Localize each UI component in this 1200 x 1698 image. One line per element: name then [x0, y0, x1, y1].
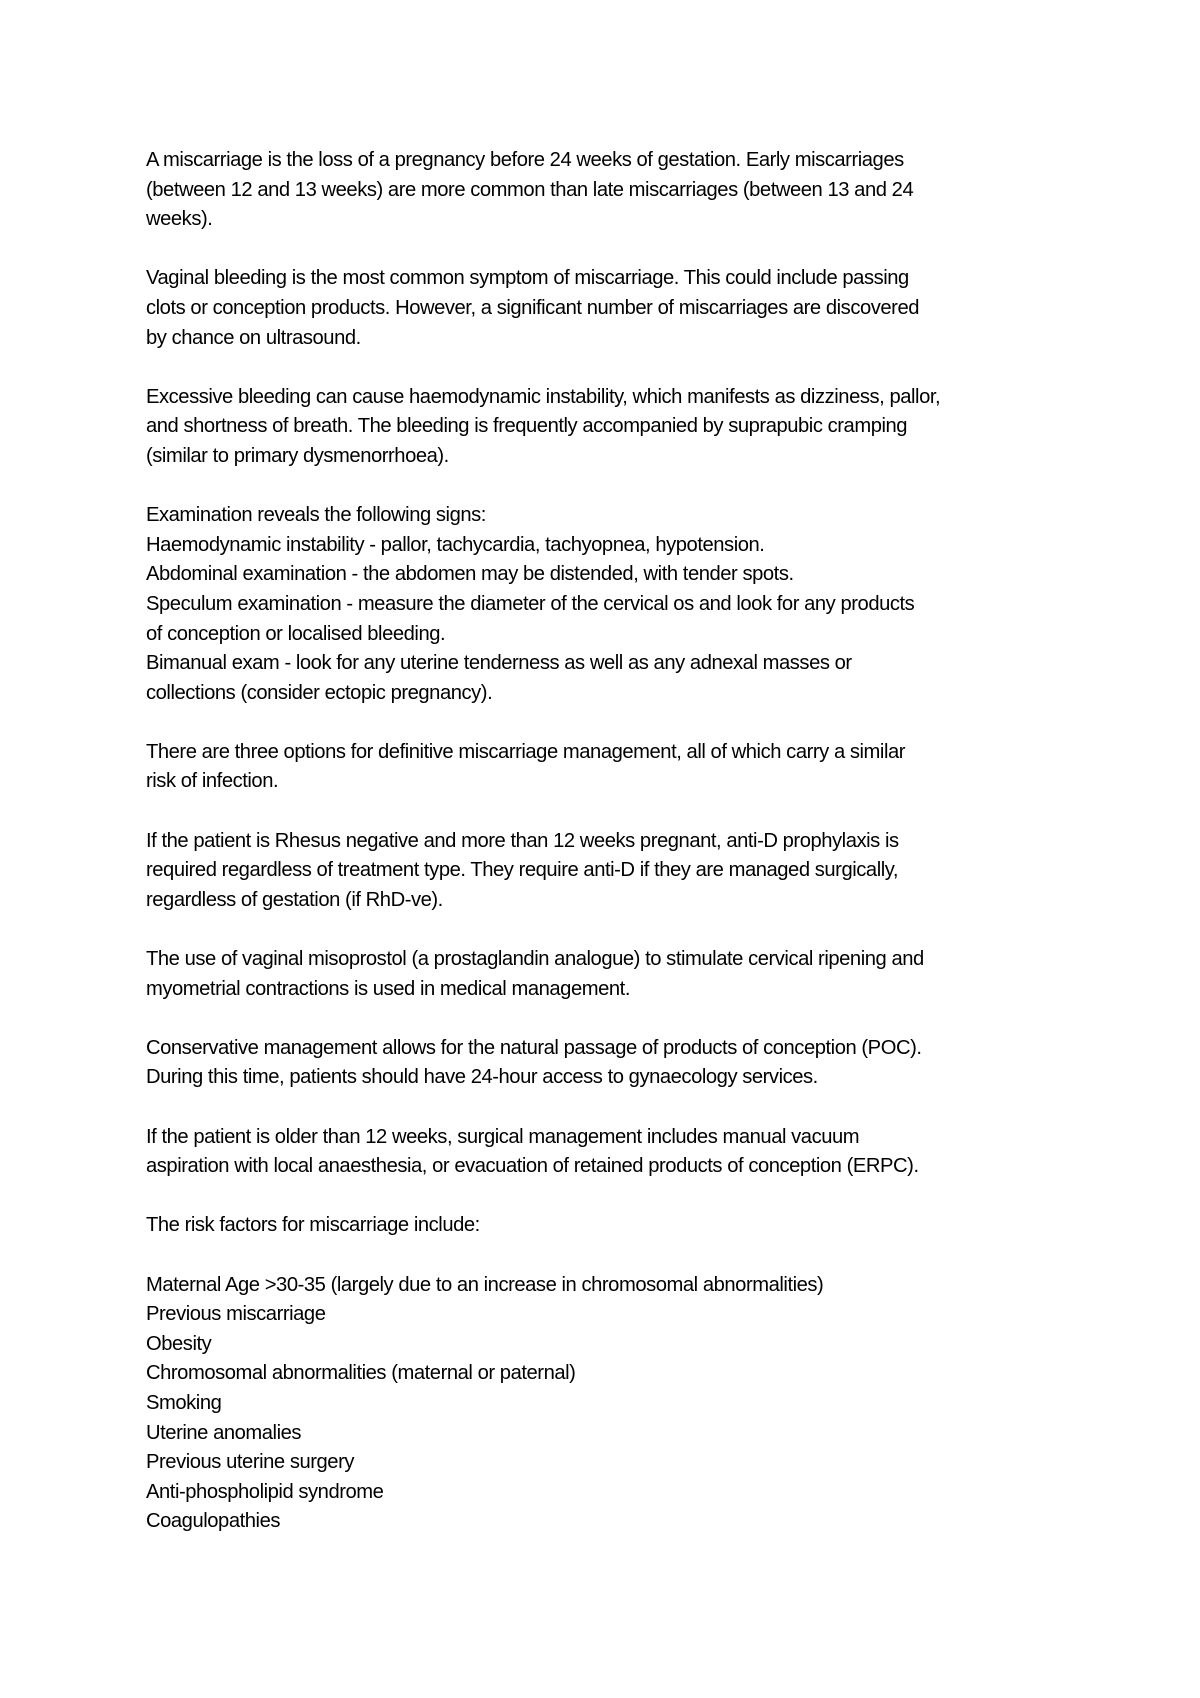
text-line: clots or conception products. However, a significant number of miscarriages are discovered — [146, 296, 919, 319]
text-line: There are three options for definitive miscarriage management, all of which carry a similar — [146, 740, 906, 763]
text-line: by chance on ultrasound. — [146, 326, 361, 349]
text-line: myometrial contractions is used in medical management. — [146, 977, 630, 1000]
text-line: required regardless of treatment type. They require anti-D if they are managed surgically, — [146, 859, 899, 882]
paragraph-anti-d — [146, 827, 1076, 916]
text-line: Excessive bleeding can cause haemodynamic instability, which manifests as dizziness, pallor, — [146, 385, 941, 408]
paragraph-management-options — [146, 738, 1076, 797]
document-body — [146, 146, 1076, 1567]
text-line: Examination reveals the following signs: — [146, 504, 486, 527]
list-item: Previous miscarriage — [146, 1303, 326, 1326]
text-line: Haemodynamic instability - pallor, tachycardia, tachyopnea, hypotension. — [146, 533, 765, 556]
text-line: The use of vaginal misoprostol (a prostaglandin analogue) to stimulate cervical ripening and — [146, 948, 924, 971]
paragraph-definition — [146, 146, 1076, 235]
text-line: (similar to primary dysmenorrhoea). — [146, 444, 449, 467]
text-line: Bimanual exam - look for any uterine tenderness as well as any adnexal masses or — [146, 652, 852, 675]
list-item: Chromosomal abnormalities (maternal or paternal) — [146, 1362, 576, 1385]
text-line: Conservative management allows for the natural passage of products of conception (POC). — [146, 1036, 922, 1059]
list-item: Maternal Age >30-35 (largely due to an increase in chromosomal abnormalities) — [146, 1273, 824, 1296]
text-line: Abdominal examination - the abdomen may be distended, with tender spots. — [146, 563, 794, 586]
paragraph-bleeding — [146, 383, 1076, 472]
text-line: and shortness of breath. The bleeding is frequently accompanied by suprapubic cramping — [146, 415, 908, 438]
text-line: collections (consider ectopic pregnancy). — [146, 681, 493, 704]
text-line: Speculum examination - measure the diameter of the cervical os and look for any products — [146, 592, 915, 615]
list-item: Coagulopathies — [146, 1510, 280, 1533]
text-line: The risk factors for miscarriage include: — [146, 1214, 480, 1237]
list-item: Anti-phospholipid syndrome — [146, 1480, 384, 1503]
text-line: (between 12 and 13 weeks) are more common than late miscarriages (between 13 and 24 — [146, 178, 914, 201]
text-line: A miscarriage is the loss of a pregnancy before 24 weeks of gestation. Early miscarriages — [146, 149, 904, 171]
paragraph-symptoms — [146, 264, 1076, 353]
list-item: Uterine anomalies — [146, 1421, 302, 1444]
text-line: weeks). — [146, 208, 213, 231]
list-item: Obesity — [146, 1332, 212, 1355]
paragraph-risk-factors-intro — [146, 1211, 1076, 1241]
text-line: risk of infection. — [146, 770, 279, 793]
paragraph-surgical-management — [146, 1123, 1076, 1182]
text-line: regardless of gestation (if RhD-ve). — [146, 888, 443, 911]
list-item: Previous uterine surgery — [146, 1451, 354, 1474]
text-line: aspiration with local anaesthesia, or evacuation of retained products of conception (ERPC). — [146, 1155, 919, 1178]
text-line: Vaginal bleeding is the most common symptom of miscarriage. This could include passing — [146, 267, 909, 290]
list-item: Smoking — [146, 1391, 222, 1414]
paragraph-examination — [146, 501, 1076, 708]
risk-factors-list — [146, 1271, 1076, 1537]
text-line: If the patient is Rhesus negative and more than 12 weeks pregnant, anti-D prophylaxis is — [146, 829, 899, 852]
text-line: During this time, patients should have 24-hour access to gynaecology services. — [146, 1066, 818, 1089]
paragraph-medical-management — [146, 945, 1076, 1004]
text-line: of conception or localised bleeding. — [146, 622, 446, 645]
text-line: If the patient is older than 12 weeks, surgical management includes manual vacuum — [146, 1125, 860, 1148]
paragraph-conservative-management — [146, 1034, 1076, 1093]
